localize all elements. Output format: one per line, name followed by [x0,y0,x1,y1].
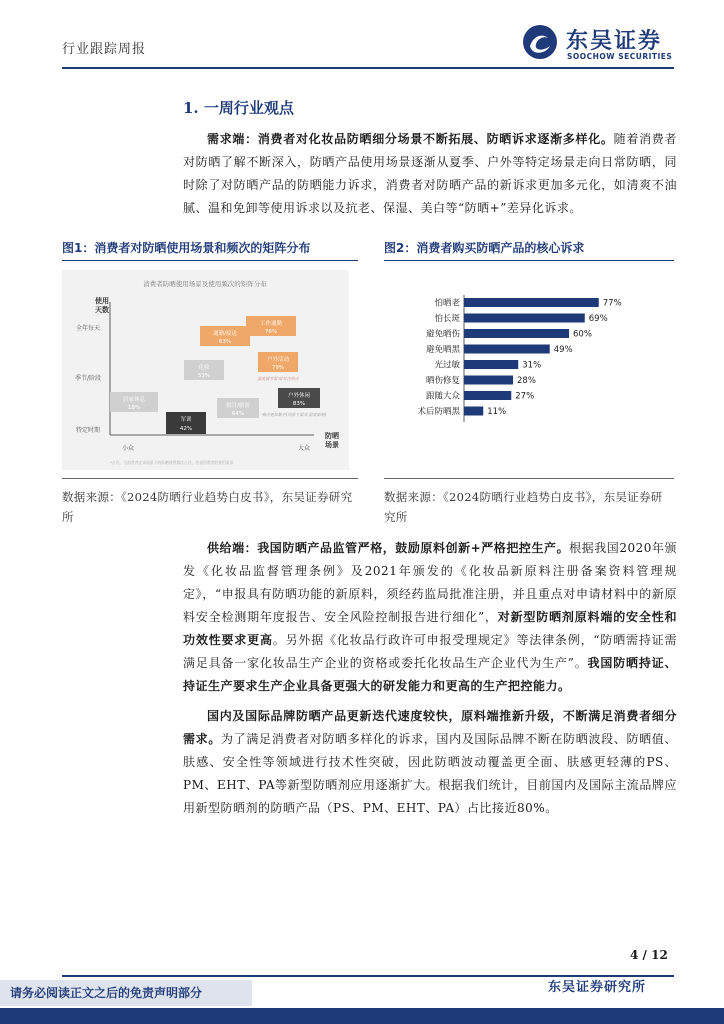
bar-category-label: 晒伤修复 [425,376,460,386]
header-rule [62,67,674,69]
svg-text:工作通勤: 工作通勤 [259,321,283,327]
brand-name-cn: 东吴证券 [566,29,663,54]
bar [464,391,511,400]
footer-institute: 东吴证券研究所 [548,980,647,995]
bar-value-label: 28% [517,376,536,386]
x-axis-label-1: 防晒 [325,432,339,440]
svg-text:76%: 76% [264,329,278,335]
section-title: 1. 一周行业观点 [183,99,294,117]
bar-value-label: 77% [602,298,622,309]
paragraph-demand [183,128,677,220]
bar [464,298,599,307]
svg-text:79%: 79% [271,365,285,371]
y-tick-period: 特定时期 [75,427,101,434]
figure1-title-rule [62,260,358,261]
bar [464,345,550,354]
bar-category-label: 光过敏 [434,360,460,371]
brand-logo [522,22,692,64]
bar-category-label: 怕晒老 [434,298,460,309]
y-tick-year: 全年每天 [75,325,101,332]
svg-text:通勤/接送: 通勤/接送 [213,331,237,337]
bar [464,376,513,385]
brand-bold: 国内及国际品牌防晒产品更新迭代速度较快，原料端推新升级，不断满足消费者细分需求。 [183,709,677,746]
bar-value-label: 49% [553,345,573,355]
demand-text: 随着消费者对防晒了解不断深入，防晒产品使用场景逐渐从夏季、户外等特定场景走向日常防晒，同时除了对防晒产品的防晒能力诉求，消费者对防晒产品的新诉求更加多元化，如清爽不油腻、温和免卸等使用诉求以及抗老、保湿、美白等“防晒+”差异化诉求。 [183,132,677,215]
figure2-bottom-rule [384,478,674,479]
bar-value-label: 69% [588,314,608,324]
y-axis-label-2: 天数 [95,306,109,314]
bar [464,314,585,323]
page-number: 4 / 12 [630,948,668,962]
svg-text:军训: 军训 [180,417,192,423]
bar-category-label: 避免晒黑 [425,345,460,355]
disclaimer-banner [0,980,252,1006]
svg-text:63%: 63% [218,339,232,345]
svg-text:64%: 64% [231,411,245,417]
disclaimer-text: 请务必阅读正文之后的免责声明部分 [10,986,203,1000]
svg-text:化妆: 化妆 [198,365,210,371]
bar-category-label: 避免晒伤 [425,329,460,340]
bar [464,329,569,338]
matrix-footnote: *占比，与消费者在该场景下的防晒使用频次占比，代表消费者的使用需求 [110,460,234,465]
x-tick-mass: 大众 [298,445,311,452]
matrix-inner-title: 消费者防晒使用场景及使用频次的矩阵分布 [143,280,267,288]
figure1-bottom-rule [62,478,358,479]
svg-text:83%: 83% [292,401,306,407]
svg-text:假日/旅游: 假日/旅游 [226,403,250,409]
y-axis-label-1: 使用 [95,297,109,305]
svg-text:温度调节需求/关注热点: 温度调节需求/关注热点 [257,376,299,381]
bar-value-label: 27% [515,391,535,402]
matrix-svg [62,270,349,470]
brand-name-en: SOOCHOW SECURITIES [567,52,673,61]
y-tick-season: 季节/阶段 [74,375,102,382]
svg-text:42%: 42% [179,426,193,432]
bar-category-label: 术后防晒黑 [417,407,460,417]
bar-value-label: 60% [573,329,592,340]
bottom-bar [0,1008,724,1024]
svg-text:53%: 53% [197,373,211,379]
svg-text:户外活动: 户外活动 [266,357,290,363]
supply-bold-2: 对新型防晒剂原料端的安全性和功效性要求更高 [183,610,677,647]
brand-text: 为了满足消费者对防晒多样化的诉求，国内及国际品牌不断在防晒波段、防晒值、肤感、安全性等领域进行技术性突破，因此防晒波动覆盖更全面、肤感更轻薄的PS、PM、EHT、PA等新型防晒剂应用逐渐扩大。根据我们统计，目前国内及国际主流品牌应用新型防晒剂的防晒产品（PS、PM、EHT、PA）占比接近80%。 [183,732,677,815]
svg-text:居家休息: 居家休息 [122,397,146,403]
figure1-matrix [62,270,349,470]
supply-text-2: 。另外据《化妆品行政许可申报受理规定》等法律条例，“防晒需持证需满足具备一家化妆品生产企业的资格或委托化妆品生产企业代为生产”。 [183,633,677,670]
paragraph-supply [183,537,677,698]
soochow-logo-icon [522,24,558,60]
bar [464,360,518,369]
figure2-title: 图2：消费者购买防晒产品的核心诉求 [384,241,585,255]
svg-text:户外休闲: 户外休闲 [287,393,311,399]
bar-value-label: 11% [487,407,507,417]
figure2-title-rule [384,260,674,261]
report-type-label: 行业跟踪周报 [62,42,147,57]
figure2-source: 数据来源：《2024防晒行业趋势白皮书》，东吴证券研究所 [384,490,663,524]
supply-text-1: 根据我国2020年颁发《化妆品监督管理条例》及2021年颁发的《化妆品新原料注册备案资料管理规定》，“申报具有防晒功能的新原料，须经药监局批准注册，并且重点对申请材料中的新原料安全检测期年度报告、安全风险控制报告进行细化”， [183,541,677,624]
supply-bold-1: 供给端：我国防晒产品监管严格，鼓励原料创新+严格把控生产。 [207,541,570,555]
bar-value-label: 31% [522,360,542,371]
supply-bold-3: 我国防晒持证、持证生产要求生产企业具备更强大的研发能力和更高的生产把控能力。 [183,656,677,693]
demand-bold: 需求端：消费者对化妆品防晒细分场景不断拓展、防晒诉求逐渐多样化。 [207,132,614,146]
figure1-source: 数据来源：《2024防晒行业趋势白皮书》，东吴证券研究所 [62,490,353,524]
figure1-title: 图1：消费者对防晒使用场景和频次的矩阵分布 [62,241,311,255]
x-axis-label-2: 场景 [325,441,339,449]
paragraph-brand [183,705,677,820]
x-tick-niche: 小众 [122,445,135,452]
bar [464,407,483,416]
figure2-bar-chart [384,290,674,440]
bar-category-label: 怕长斑 [434,314,460,324]
svg-text:18%: 18% [127,405,141,411]
svg-text:痛点更加集中(场景下需求,温度影响): 痛点更加集中(场景下需求,温度影响) [261,412,327,417]
bar-category-label: 跟随大众 [425,391,460,402]
